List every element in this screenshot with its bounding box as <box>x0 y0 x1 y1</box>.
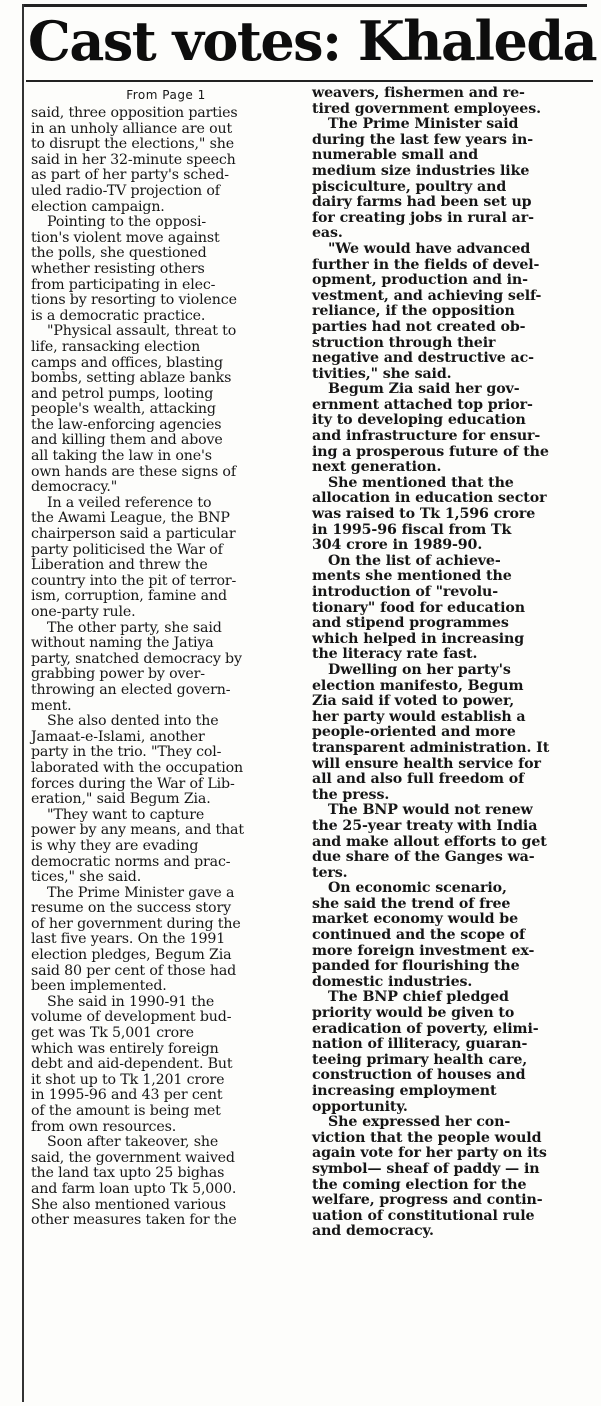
text-line: due share of the Ganges wa- <box>312 849 535 866</box>
headline-rule <box>26 80 593 82</box>
text-line: the coming election for the <box>312 1176 527 1193</box>
text-line: She mentioned that the <box>328 474 514 491</box>
text-line: introduction of "revolu- <box>312 584 499 600</box>
text-line: in an unholy alliance are out <box>31 120 233 137</box>
text-line: dairy farms had been set up <box>312 194 532 211</box>
text-line: she said the trend of free <box>312 895 511 912</box>
article-paragraph <box>31 106 301 215</box>
text-line: She said in 1990-91 the <box>47 993 215 1010</box>
text-line: country into the pit of terror- <box>31 572 237 589</box>
article-paragraph <box>312 382 584 476</box>
text-line: panded for flourishing the <box>312 958 520 975</box>
text-line: said 80 per cent of those had <box>31 962 237 979</box>
text-line: power by any means, and that <box>31 822 244 839</box>
text-line: get was Tk 5,001 crore <box>31 1025 194 1042</box>
text-line: is a democratic practice. <box>31 307 206 324</box>
text-line: last five years. On the 1991 <box>31 931 226 948</box>
text-line: grabbing power by over- <box>31 666 205 683</box>
text-line: She also mentioned various <box>31 1196 226 1213</box>
text-line: "We would have advanced <box>328 240 531 257</box>
text-line: tivities," she said. <box>312 365 452 382</box>
text-line: the law-enforcing agencies <box>31 416 222 433</box>
text-line: Liberation and threw the <box>31 557 208 574</box>
text-line: debt and aid-dependent. But <box>31 1056 233 1073</box>
text-line: of her government during the <box>31 915 241 932</box>
text-line: election campaign. <box>31 198 165 215</box>
text-line: next generation. <box>312 459 442 476</box>
text-line: laborated with the occupation <box>31 759 244 776</box>
text-line: increasing employment <box>312 1083 497 1099</box>
text-line: continued and the scope of <box>312 927 526 944</box>
text-line: priority would be given to <box>312 1005 515 1022</box>
left-border-rule <box>22 4 24 1402</box>
text-line: without naming the Jatiya <box>31 635 214 652</box>
text-line: election pledges, Begum Zia <box>31 947 232 964</box>
text-line: chairperson said a particular <box>31 526 236 543</box>
text-line: the literacy rate fast. <box>312 646 478 663</box>
text-line: throwing an elected govern- <box>31 681 231 698</box>
text-line: opportunity. <box>312 1098 408 1115</box>
text-line: ment. <box>31 697 72 714</box>
text-line: volume of development bud- <box>31 1009 232 1026</box>
article-paragraph <box>312 881 584 990</box>
text-line: pisciculture, poultry and <box>312 178 507 195</box>
text-line: Pointing to the opposi- <box>47 214 207 231</box>
text-line: The Prime Minister gave a <box>47 884 235 901</box>
text-line: which helped in increasing <box>312 630 525 647</box>
article-paragraph <box>31 215 301 324</box>
text-line: eradication of poverty, elimi- <box>312 1020 539 1037</box>
text-line: ism, corruption, famine and <box>31 588 227 605</box>
text-line: it shot up to Tk 1,201 crore <box>31 1071 225 1088</box>
text-line: The other party, she said <box>47 619 222 636</box>
text-line: struction through their <box>312 334 496 351</box>
text-line: On economic scenario, <box>328 880 507 897</box>
text-line: welfare, progress and contin- <box>312 1192 543 1209</box>
text-line: market economy would be <box>312 911 519 928</box>
text-line: allocation in education sector <box>312 490 547 507</box>
text-line: as part of her party's sched- <box>31 167 229 184</box>
text-line: and make allout efforts to get <box>312 833 547 850</box>
text-line: tion's violent move against <box>31 229 220 246</box>
text-line: and petrol pumps, looting <box>31 385 214 402</box>
text-line: from own resources. <box>31 1118 177 1135</box>
text-line: transparent administration. It <box>312 739 550 756</box>
text-line: symbol— sheaf of paddy — in <box>312 1160 540 1177</box>
text-line: was raised to Tk 1,596 crore <box>312 506 536 523</box>
text-line: all taking the law in one's <box>31 448 212 465</box>
text-line: tired government employees. <box>312 100 541 117</box>
text-line: On the list of achieve- <box>328 552 501 569</box>
article-paragraph <box>31 995 301 1135</box>
text-line: nation of illiteracy, guaran- <box>312 1036 528 1053</box>
text-line: will ensure health service for <box>312 755 541 772</box>
text-line: teeing primary health care, <box>312 1051 528 1068</box>
text-line: been implemented. <box>31 978 167 995</box>
text-line: to disrupt the elections," she <box>31 136 234 153</box>
left-column <box>31 86 301 1229</box>
text-line: said, three opposition parties <box>31 105 238 121</box>
text-line: her party would establish a <box>312 708 526 725</box>
text-line: the press. <box>312 786 390 803</box>
headline: Cast votes: Khaleda <box>27 9 597 73</box>
text-line: during the last few years in- <box>312 131 534 148</box>
article-paragraph <box>312 990 584 1115</box>
text-line: The BNP would not renew <box>328 802 533 819</box>
text-line: in 1995-96 fiscal from Tk <box>312 521 512 538</box>
right-column <box>312 86 584 1240</box>
article-paragraph <box>31 496 301 621</box>
article-paragraph <box>31 808 301 886</box>
text-line: whether resisting others <box>31 260 205 277</box>
text-line: tionary" food for education <box>312 599 525 616</box>
text-line: "They want to capture <box>47 806 205 823</box>
text-line: in 1995-96 and 43 per cent <box>31 1087 223 1104</box>
text-line: Jamaat-e-Islami, another <box>31 728 205 745</box>
text-line: the 25-year treaty with India <box>312 817 538 834</box>
text-line: life, ransacking election <box>31 338 201 355</box>
article-paragraph <box>312 117 584 242</box>
text-line: election manifesto, Begum <box>312 677 524 694</box>
article-paragraph <box>312 554 584 663</box>
text-line: from participating in elec- <box>31 276 216 293</box>
article-paragraph <box>31 1135 301 1229</box>
text-line: democracy." <box>31 479 118 496</box>
text-line: people's wealth, attacking <box>31 401 216 418</box>
text-line: one-party rule. <box>31 604 136 620</box>
article-paragraph <box>31 886 301 995</box>
text-line: eas. <box>312 225 343 242</box>
text-line: is why they are evading <box>31 837 199 854</box>
text-line: other measures taken for the <box>31 1212 237 1229</box>
text-line: again vote for her party on its <box>312 1145 547 1162</box>
text-line: In a veiled reference to <box>47 494 212 511</box>
article-paragraph <box>31 714 301 808</box>
text-line: party politicised the War of <box>31 541 223 558</box>
article-paragraph <box>312 476 584 554</box>
text-line: opment, production and in- <box>312 272 528 289</box>
text-line: medium size industries like <box>312 162 530 179</box>
text-line: weavers, fishermen and re- <box>312 85 525 101</box>
text-line: eration," said Begum Zia. <box>31 791 211 808</box>
text-line: construction of houses and <box>312 1067 526 1084</box>
text-line: and stipend programmes <box>312 615 509 632</box>
text-line: 304 crore in 1989-90. <box>312 537 483 554</box>
text-line: Zia said if voted to power, <box>312 693 515 710</box>
article-paragraph <box>312 242 584 382</box>
text-line: parties had not created ob- <box>312 318 526 335</box>
article-paragraph <box>31 621 301 715</box>
text-line: negative and destructive ac- <box>312 350 534 367</box>
article-paragraph <box>312 86 584 117</box>
text-line: domestic industries. <box>312 973 473 990</box>
top-rule <box>22 4 587 7</box>
text-line: Begum Zia said her gov- <box>328 381 520 398</box>
text-line: uled radio-TV projection of <box>31 182 220 199</box>
article-paragraph <box>312 663 584 803</box>
text-line: tions by resorting to violence <box>31 292 237 309</box>
text-line: ters. <box>312 864 348 881</box>
text-line: the polls, she questioned <box>31 245 207 262</box>
text-line: and farm loan upto Tk 5,000. <box>31 1180 237 1197</box>
article-paragraph <box>312 803 584 881</box>
text-line: uation of constitutional rule <box>312 1207 535 1224</box>
text-line: vestment, and achieving self- <box>312 287 542 304</box>
text-line: party in the trio. "They col- <box>31 744 222 761</box>
text-line: viction that the people would <box>312 1129 542 1146</box>
text-line: ity to developing education <box>312 412 526 429</box>
text-line: The Prime Minister said <box>328 116 519 133</box>
text-line: She expressed her con- <box>328 1114 511 1131</box>
text-line: and infrastructure for ensur- <box>312 428 541 445</box>
continuation-kicker: From Page 1 <box>126 88 206 102</box>
text-line: democratic norms and prac- <box>31 853 231 870</box>
text-line: party, snatched democracy by <box>31 650 242 667</box>
text-line: bombs, setting ablaze banks <box>31 370 232 387</box>
text-line: She also dented into the <box>47 713 219 730</box>
text-line: The BNP chief pledged <box>328 989 509 1006</box>
text-line: said, the government waived <box>31 1149 235 1166</box>
text-line: for creating jobs in rural ar- <box>312 209 534 226</box>
text-line: which was entirely foreign <box>31 1040 219 1057</box>
article-paragraph <box>31 324 301 496</box>
text-line: and democracy. <box>312 1223 434 1240</box>
text-line: people-oriented and more <box>312 724 516 741</box>
article-paragraph <box>312 1115 584 1240</box>
text-line: ing a prosperous future of the <box>312 443 549 460</box>
text-line: tices," she said. <box>31 869 142 886</box>
text-line: forces during the War of Lib- <box>31 775 235 792</box>
text-line: the Awami League, the BNP <box>31 510 230 527</box>
text-line: resume on the success story <box>31 900 231 917</box>
text-line: and killing them and above <box>31 432 223 449</box>
text-line: ernment attached top prior- <box>312 396 533 413</box>
text-line: Dwelling on her party's <box>328 661 511 678</box>
text-line: all and also full freedom of <box>312 771 525 788</box>
text-line: Soon after takeover, she <box>47 1134 219 1151</box>
text-line: numerable small and <box>312 147 479 164</box>
text-line: own hands are these signs of <box>31 463 236 480</box>
text-line: reliance, if the opposition <box>312 303 515 320</box>
text-line: further in the fields of devel- <box>312 256 540 273</box>
text-line: said in her 32-minute speech <box>31 151 236 168</box>
text-line: more foreign investment ex- <box>312 942 535 959</box>
text-line: of the amount is being met <box>31 1103 221 1119</box>
text-line: camps and offices, blasting <box>31 354 223 371</box>
text-line: ments she mentioned the <box>312 568 512 585</box>
text-line: the land tax upto 25 bighas <box>31 1165 225 1182</box>
text-line: "Physical assault, threat to <box>47 323 237 340</box>
